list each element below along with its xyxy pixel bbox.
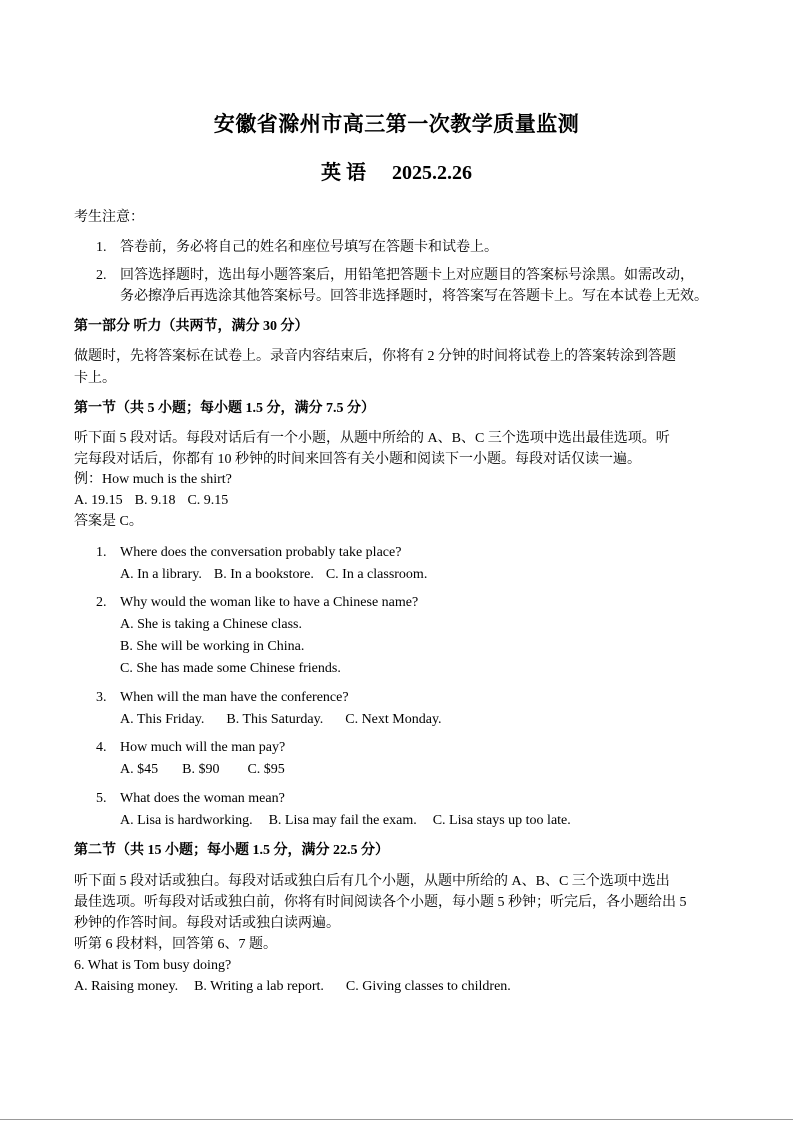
- exam-title: 安徽省滁州市高三第一次教学质量监测: [213, 112, 580, 136]
- question-3: 3. When will the man have the conference?: [96, 690, 349, 705]
- notice-label: 考生注意：: [74, 210, 144, 225]
- notice-item-2-cont: 务必擦净后再选涂其他答案标号。回答非选择题时，将答案写在答题卡上。写在本试卷上无效。: [120, 289, 708, 304]
- question-2-option-b: B. She will be working in China.: [120, 639, 305, 654]
- section1-instructions-line2: 完每段对话后，你都有 10 秒钟的时间来回答有关小题和阅读下一小题。每段对话仅读一遍。: [74, 452, 641, 467]
- section1-heading: 第一节（共 5 小题；每小题 1.5 分，满分 7.5 分）: [74, 401, 375, 416]
- section1-instructions-line1: 听下面 5 段对话。每段对话后有一个小题，从题中所给的 A、B、C 三个选项中选出最佳选项。听: [74, 431, 670, 446]
- example-options: A. 19.15 B. 9.18 C. 9.15: [74, 493, 229, 508]
- example-answer: 答案是 C。: [74, 514, 143, 529]
- question-1-options: A. In a library. B. In a bookstore. C. In a classroom.: [120, 567, 428, 582]
- question-2-option-c: C. She has made some Chinese friends.: [120, 661, 341, 676]
- section2-instructions-line2: 最佳选项。听每段对话或独白前，你将有时间阅读各个小题，每小题 5 秒钟；听完后，各小题给出 5: [74, 895, 687, 910]
- part1-instructions-line1: 做题时，先将答案标在试卷上。录音内容结束后，你将有 2 分钟的时间将试卷上的答案转涂到答题: [74, 349, 676, 364]
- notice-item-1: 1. 答卷前，务必将自己的姓名和座位号填写在答题卡和试卷上。: [96, 240, 498, 255]
- subject-label: 英 语: [321, 162, 366, 184]
- question-3-options: A. This Friday. B. This Saturday. C. Next Monday.: [120, 712, 442, 727]
- part1-instructions-line2: 卡上。: [74, 371, 116, 386]
- section2-instructions-line1: 听下面 5 段对话或独白。每段对话或独白后有几个小题，从题中所给的 A、B、C 三个选项中选出: [74, 874, 670, 889]
- question-1: 1. Where does the conversation probably take place?: [96, 545, 402, 560]
- part1-heading: 第一部分 听力（共两节，满分 30 分）: [74, 319, 309, 334]
- question-4-options: A. $45 B. $90 C. $95: [120, 762, 285, 777]
- page-bottom-rule: [0, 1119, 793, 1120]
- exam-date: 2025.2.26: [392, 162, 472, 184]
- question-4: 4. How much will the man pay?: [96, 740, 286, 755]
- question-5-options: A. Lisa is hardworking. B. Lisa may fail the exam. C. Lisa stays up too late.: [120, 813, 571, 828]
- question-2-option-a: A. She is taking a Chinese class.: [120, 617, 302, 632]
- section2-heading: 第二节（共 15 小题；每小题 1.5 分，满分 22.5 分）: [74, 843, 389, 858]
- question-6: 6. What is Tom busy doing?: [74, 958, 232, 973]
- material-6-label: 听第 6 段材料，回答第 6、7 题。: [74, 937, 277, 952]
- section2-instructions-line3: 秒钟的作答时间。每段对话或独白读两遍。: [74, 916, 340, 931]
- exam-subtitle: [0, 156, 793, 185]
- notice-item-2: 2. 回答选择题时，选出每小题答案后，用铅笔把答题卡上对应题目的答案标号涂黑。如需改动，: [96, 268, 694, 283]
- question-6-options: A. Raising money. B. Writing a lab report. C. Giving classes to children.: [74, 979, 511, 994]
- question-5: 5. What does the woman mean?: [96, 791, 285, 806]
- example-question: 例：How much is the shirt?: [74, 472, 232, 487]
- question-2: 2. Why would the woman like to have a Chinese name?: [96, 595, 419, 610]
